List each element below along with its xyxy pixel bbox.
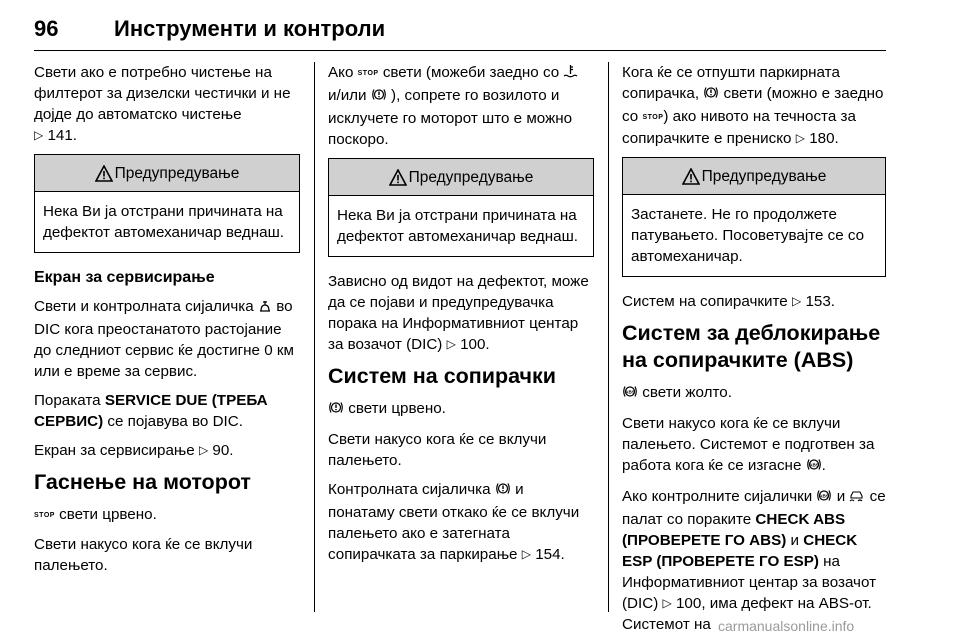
warning-box: [328, 158, 594, 257]
brake-paragraph-3: Контролната сијаличка и понатаму свети откако ќе се вклучи палењето ако е затегната сопирачката за паркирање ▷ 154.: [328, 481, 580, 563]
column-divider-1: [314, 62, 315, 612]
brake-circle-icon: [371, 87, 387, 108]
brake-circle-icon: [703, 85, 719, 106]
defect-paragraph: Зависно од видот на дефектот, може да се појави и предупредувачка порака на Информативниот центар за возачот (DIC) ▷ 100.: [328, 273, 589, 353]
reference-arrow-icon: ▷: [662, 596, 672, 610]
warning-header: [35, 155, 299, 192]
service-paragraph-3: Екран за сервисирање ▷ 90.: [34, 442, 234, 459]
brake-paragraph-2: Свети накусо кога ќе се вклучи палењето.: [328, 431, 547, 469]
warning-title: Предупредување: [114, 164, 240, 182]
abs-paragraph-1: ABS свети жолто.: [622, 382, 886, 405]
engine-stop-heading: Гаснење на моторот: [34, 470, 251, 494]
abs-paragraph-3: Ако контролните сијалички ABS и се палат со пораките CHECK ABS (ПРОВЕРЕТЕ ГО ABS) и CHECK ESP (ПРОВЕРЕТЕ ГО ESP) на Информативниот центар за возачот (DIC) ▷ 100, има дефект на ABS-от. Системот на: [622, 488, 886, 633]
column-divider-2: [608, 62, 609, 612]
warning-triangle-icon: [389, 169, 407, 186]
abs-heading: Систем за деблокирање на сопирачките (ABS): [622, 321, 881, 372]
brake-circle-icon: [495, 481, 511, 502]
stop-icon: STOP: [357, 70, 379, 77]
column-2: [328, 62, 594, 573]
chapter-title: Инструменти и контроли: [114, 16, 386, 41]
warning-triangle-icon: [682, 168, 700, 185]
service-paragraph-1: Свети и контролната сијаличка во DIC кога преостанатото растојание до следниот сервис ќе достигне 0 км или е време за сервис.: [34, 298, 294, 380]
watermark: carmanualsonline.info: [718, 618, 855, 634]
warning-triangle-icon: [95, 165, 113, 182]
warning-box: [622, 157, 886, 277]
abs-icon: [816, 488, 832, 509]
brake-system-reference: Систем на сопирачките ▷ 153.: [622, 293, 836, 310]
warning-title: Предупредување: [701, 167, 827, 185]
abs-icon: [806, 457, 822, 478]
page-header: [0, 0, 960, 52]
reference-arrow-icon: ▷: [791, 294, 802, 308]
warning-box: [34, 154, 300, 253]
brake-circle-icon: [328, 400, 344, 421]
engine-paragraph-2: Свети накусо кога ќе се вклучи палењето.: [34, 536, 253, 574]
warning-text: Нека Ви ја отстрани причината на дефектот автомеханичар веднаш.: [337, 207, 578, 245]
reference-arrow-icon: ▷: [521, 547, 531, 561]
column-3: [622, 62, 886, 643]
header-rule: [34, 50, 886, 51]
brake-system-heading: Систем на сопирачки: [328, 364, 557, 388]
warning-title: Предупредување: [408, 168, 534, 186]
abs-paragraph-2: Свети накусо кога ќе се вклучи палењето. Системот е подготвен за работа кога ќе се изгасне ABS .: [622, 413, 886, 478]
stop-icon: STOP: [34, 512, 55, 519]
warning-text: Застанете. Не го продолжете патувањето. Посоветувајте се со автомеханичар.: [631, 206, 865, 265]
reference-arrow-icon: ▷: [446, 337, 456, 351]
brake-paragraph-1: свети црвено.: [328, 398, 594, 421]
warning-text: Нека Ви ја отстрани причината на дефектот автомеханичар веднаш.: [43, 203, 284, 241]
warning-header: [329, 159, 593, 196]
engine-paragraph-1: STOP свети црвено.: [34, 506, 157, 523]
page-number: 96: [34, 16, 59, 41]
service-wrench-icon: [258, 298, 272, 319]
warning-header: [623, 158, 885, 195]
service-paragraph-2: Пораката SERVICE DUE (ТРЕБА СЕРВИС) се појавува во DIC.: [34, 392, 268, 430]
reference-arrow-icon: ▷: [795, 131, 805, 145]
esp-car-icon: [849, 488, 865, 509]
stop-paragraph: Ако STOP свети (можеби заедно со и/или ), сопрете го возилото и исклучете го моторот што е можно поскоро.: [328, 62, 594, 150]
column-1: [34, 62, 300, 584]
svg-text:ABS: ABS: [625, 389, 635, 395]
svg-text:ABS: ABS: [808, 462, 819, 468]
dpf-paragraph: Свети ако е потребно чистење на филтерот за дизелски честички и не дојде до автоматско чистење ▷ 141.: [34, 64, 291, 144]
reference-arrow-icon: ▷: [34, 128, 44, 142]
parking-brake-paragraph: Кога ќе се отпушти паркирната сопирачка, свети (можно е заедно со STOP) ако нивото на течноста за сопирачките е прениско ▷ 180.: [622, 64, 884, 147]
coolant-temperature-icon: [563, 64, 578, 85]
service-display-heading: Екран за сервисирање: [34, 269, 215, 286]
stop-icon: STOP: [642, 114, 664, 121]
reference-arrow-icon: ▷: [198, 443, 209, 457]
abs-icon: [622, 384, 638, 405]
svg-text:ABS: ABS: [819, 493, 830, 499]
